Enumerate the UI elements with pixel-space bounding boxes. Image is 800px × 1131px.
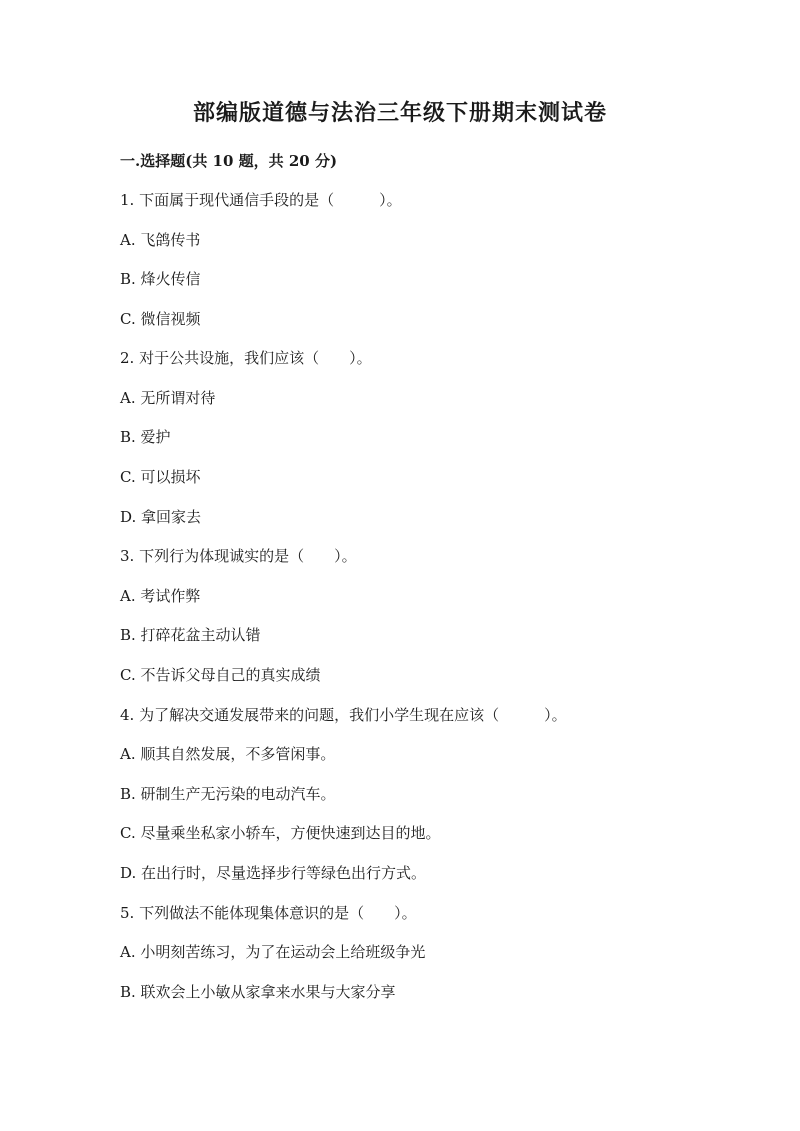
question-stem: 4. 为了解决交通发展带来的问题，我们小学生现在应该（ ）。	[120, 706, 567, 724]
answer-option: A. 顺其自然发展，不多管闲事。	[120, 745, 336, 763]
answer-option: A. 飞鸽传书	[120, 231, 201, 249]
question-stem: 1. 下面属于现代通信手段的是（ ）。	[120, 191, 402, 209]
answer-option: B. 爱护	[120, 428, 171, 446]
question-stem: 3. 下列行为体现诚实的是（ ）。	[120, 547, 357, 565]
page-title: 部编版道德与法治三年级下册期末测试卷	[192, 100, 607, 126]
answer-option: A. 无所谓对待	[120, 389, 216, 407]
answer-option: C. 尽量乘坐私家小轿车，方便快速到达目的地。	[120, 824, 441, 842]
answer-option: D. 在出行时，尽量选择步行等绿色出行方式。	[120, 864, 427, 882]
answer-option: A. 小明刻苦练习，为了在运动会上给班级争光	[120, 943, 426, 961]
answer-option: C. 微信视频	[120, 310, 201, 328]
answer-option: C. 可以损坏	[120, 468, 201, 486]
answer-option: B. 联欢会上小敏从家拿来水果与大家分享	[120, 983, 396, 1001]
answer-option: C. 不告诉父母自己的真实成绩	[120, 666, 321, 684]
question-stem: 5. 下列做法不能体现集体意识的是（ ）。	[120, 904, 417, 922]
question-stem: 2. 对于公共设施，我们应该（ ）。	[120, 349, 372, 367]
section-heading: 一.选择题(共 10 题，共 20 分)	[120, 152, 338, 170]
answer-option: B. 烽火传信	[120, 270, 201, 288]
answer-option: B. 研制生产无污染的电动汽车。	[120, 785, 336, 803]
answer-option: B. 打碎花盆主动认错	[120, 626, 261, 644]
answer-option: A. 考试作弊	[120, 587, 201, 605]
answer-option: D. 拿回家去	[120, 508, 202, 526]
